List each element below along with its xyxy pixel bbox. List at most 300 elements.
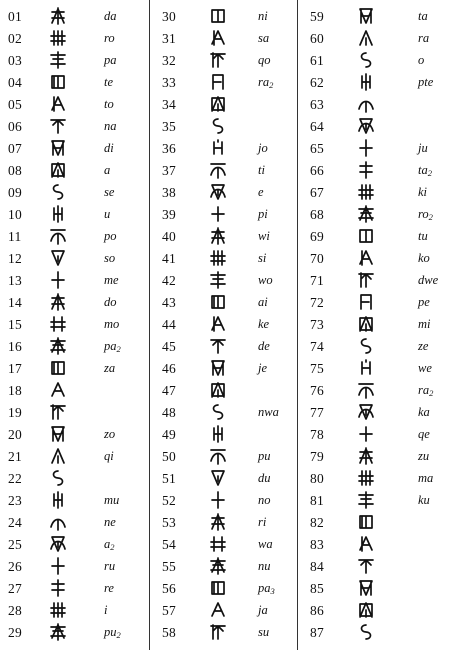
phonetic-value <box>104 229 117 244</box>
linear-b-49-glyph <box>208 424 228 444</box>
syllabary-row <box>150 467 298 489</box>
linear-b-42-glyph <box>208 270 228 290</box>
linear-b-62-glyph <box>356 72 376 92</box>
linear-b-78-glyph <box>356 424 376 444</box>
phonetic-value-text: we <box>418 361 432 375</box>
phonetic-value <box>104 75 113 90</box>
phonetic-value <box>258 581 275 596</box>
phonetic-value-text: dwe <box>418 273 439 287</box>
phonetic-value-text: ru <box>104 559 116 573</box>
sign-number: 47 <box>162 383 176 398</box>
syllabary-row <box>150 159 298 181</box>
linear-b-19-glyph <box>48 402 68 422</box>
phonetic-value <box>104 163 110 178</box>
linear-b-43-glyph <box>208 292 228 312</box>
linear-b-58-glyph <box>208 622 228 642</box>
syllabary-row <box>150 533 298 555</box>
linear-b-29-glyph <box>48 622 68 642</box>
linear-b-76-glyph <box>356 380 376 400</box>
syllabary-row <box>0 577 148 599</box>
linear-b-69-glyph <box>356 226 376 246</box>
linear-b-50-glyph <box>208 446 228 466</box>
linear-b-25-glyph <box>48 534 68 554</box>
linear-b-17-glyph <box>48 358 68 378</box>
linear-b-30-glyph <box>208 6 228 26</box>
sign-number: 85 <box>310 581 324 596</box>
linear-b-45-glyph <box>208 336 228 356</box>
phonetic-value <box>104 31 115 46</box>
linear-b-26-glyph <box>48 556 68 576</box>
linear-b-61-glyph <box>356 50 376 70</box>
linear-b-43-glyph <box>208 292 228 312</box>
phonetic-value <box>418 185 427 200</box>
linear-b-13-glyph <box>48 270 68 290</box>
linear-b-40-glyph <box>208 226 228 246</box>
linear-b-72-glyph <box>356 292 376 312</box>
phonetic-value-subscript: 2 <box>116 344 121 354</box>
phonetic-value-subscript: 2 <box>116 630 121 640</box>
linear-b-84-glyph <box>356 556 376 576</box>
sign-number: 16 <box>8 339 22 354</box>
phonetic-value <box>104 273 119 288</box>
linear-b-22-glyph <box>48 468 68 488</box>
sign-number: 68 <box>310 207 324 222</box>
phonetic-value <box>418 449 429 464</box>
linear-b-77-glyph <box>356 402 376 422</box>
linear-b-63-glyph <box>356 94 376 114</box>
linear-b-37-glyph <box>208 160 228 180</box>
sign-number: 22 <box>8 471 22 486</box>
linear-b-21-glyph <box>48 446 68 466</box>
syllabary-row <box>298 533 450 555</box>
phonetic-value <box>418 141 428 156</box>
sign-number: 38 <box>162 185 176 200</box>
linear-b-25-glyph <box>48 534 68 554</box>
phonetic-value-text: ai <box>258 295 268 309</box>
linear-b-45-glyph <box>208 336 228 356</box>
phonetic-value <box>258 405 279 420</box>
linear-b-76-glyph <box>356 380 376 400</box>
phonetic-value-text: tu <box>418 229 428 243</box>
linear-b-86-glyph <box>356 600 376 620</box>
sign-number: 49 <box>162 427 176 442</box>
linear-b-34-glyph <box>208 94 228 114</box>
linear-b-24-glyph <box>48 512 68 532</box>
linear-b-68-glyph <box>356 204 376 224</box>
sign-number: 18 <box>8 383 22 398</box>
phonetic-value <box>104 625 121 640</box>
sign-number: 83 <box>310 537 324 552</box>
syllabary-row <box>0 379 148 401</box>
linear-b-39-glyph <box>208 204 228 224</box>
linear-b-50-glyph <box>208 446 228 466</box>
phonetic-value <box>418 405 430 420</box>
syllabary-row <box>0 533 148 555</box>
sign-number: 73 <box>310 317 324 332</box>
syllabary-row <box>298 335 450 357</box>
linear-b-44-glyph <box>208 314 228 334</box>
phonetic-value-text: wo <box>258 273 273 287</box>
syllabary-row <box>150 313 298 335</box>
phonetic-value-text: pa <box>104 53 117 67</box>
syllabary-row <box>298 291 450 313</box>
sign-number: 87 <box>310 625 324 640</box>
phonetic-value <box>258 273 273 288</box>
linear-b-41-glyph <box>208 248 228 268</box>
linear-b-72-glyph <box>356 292 376 312</box>
sign-number: 65 <box>310 141 324 156</box>
linear-b-35-glyph <box>208 116 228 136</box>
phonetic-value-text: u <box>104 207 111 221</box>
linear-b-83-glyph <box>356 534 376 554</box>
phonetic-value <box>258 229 270 244</box>
syllabary-row <box>150 599 298 621</box>
phonetic-value-text: su <box>258 625 270 639</box>
sign-number: 52 <box>162 493 176 508</box>
sign-number: 63 <box>310 97 324 112</box>
syllabary-row <box>298 357 450 379</box>
linear-b-05-glyph <box>48 94 68 114</box>
phonetic-value-subscript: 2 <box>428 212 433 222</box>
phonetic-value-text: mo <box>104 317 120 331</box>
linear-b-67-glyph <box>356 182 376 202</box>
sign-number: 74 <box>310 339 324 354</box>
syllabary-row <box>298 137 450 159</box>
phonetic-value-text: qo <box>258 53 271 67</box>
phonetic-value <box>258 185 264 200</box>
sign-number: 26 <box>8 559 22 574</box>
phonetic-value <box>418 471 433 486</box>
phonetic-value <box>104 515 116 530</box>
linear-b-78-glyph <box>356 424 376 444</box>
phonetic-value <box>258 317 269 332</box>
phonetic-value <box>258 251 266 266</box>
phonetic-value-text: ju <box>418 141 428 155</box>
syllabary-row <box>298 401 450 423</box>
phonetic-value-text: wa <box>258 537 273 551</box>
sign-number: 05 <box>8 97 22 112</box>
syllabary-row <box>298 313 450 335</box>
linear-b-10-glyph <box>48 204 68 224</box>
phonetic-value <box>258 295 268 310</box>
sign-number: 03 <box>8 53 22 68</box>
syllabary-row <box>150 181 298 203</box>
sign-number: 59 <box>310 9 324 24</box>
sign-number: 79 <box>310 449 324 464</box>
sign-number: 60 <box>310 31 324 46</box>
syllabary-row <box>0 401 148 423</box>
syllabary-row <box>150 27 298 49</box>
syllabary-row <box>150 423 298 445</box>
syllabary-row <box>0 159 148 181</box>
phonetic-value-text: sa <box>258 31 270 45</box>
syllabary-row <box>298 577 450 599</box>
phonetic-value <box>104 603 107 618</box>
phonetic-value-subscript: 3 <box>270 586 275 596</box>
sign-number: 15 <box>8 317 22 332</box>
linear-b-73-glyph <box>356 314 376 334</box>
linear-b-20-glyph <box>48 424 68 444</box>
syllabary-row <box>0 71 148 93</box>
sign-number: 72 <box>310 295 324 310</box>
phonetic-value <box>258 163 265 178</box>
linear-b-21-glyph <box>48 446 68 466</box>
sign-number: 17 <box>8 361 22 376</box>
sign-number: 12 <box>8 251 22 266</box>
linear-b-04-glyph <box>48 72 68 92</box>
linear-b-26-glyph <box>48 556 68 576</box>
linear-b-81-glyph <box>356 490 376 510</box>
phonetic-value-text: pu <box>104 625 117 639</box>
sign-number: 66 <box>310 163 324 178</box>
phonetic-value <box>418 273 438 288</box>
sign-number: 55 <box>162 559 176 574</box>
linear-b-85-glyph <box>356 578 376 598</box>
sign-number: 86 <box>310 603 324 618</box>
syllabary-row <box>0 5 148 27</box>
syllabary-row <box>150 115 298 137</box>
linear-b-03-glyph <box>48 50 68 70</box>
phonetic-value-text: mi <box>418 317 431 331</box>
syllabary-row <box>0 555 148 577</box>
phonetic-value <box>258 141 268 156</box>
linear-b-70-glyph <box>356 248 376 268</box>
linear-b-08-glyph <box>48 160 68 180</box>
syllabary-row <box>298 599 450 621</box>
phonetic-value <box>104 427 115 442</box>
phonetic-value-text: qe <box>418 427 430 441</box>
linear-b-32-glyph <box>208 50 228 70</box>
phonetic-value <box>418 75 433 90</box>
phonetic-value-text: si <box>258 251 267 265</box>
column-1 <box>0 0 148 650</box>
syllabary-row <box>0 115 148 137</box>
sign-number: 69 <box>310 229 324 244</box>
linear-b-53-glyph <box>208 512 228 532</box>
linear-b-42-glyph <box>208 270 228 290</box>
sign-number: 06 <box>8 119 22 134</box>
linear-b-62-glyph <box>356 72 376 92</box>
syllabary-row <box>298 181 450 203</box>
syllabary-row <box>0 49 148 71</box>
sign-number: 27 <box>8 581 22 596</box>
sign-number: 41 <box>162 251 176 266</box>
linear-b-75-glyph <box>356 358 376 378</box>
phonetic-value <box>418 9 428 24</box>
linear-b-40-glyph <box>208 226 228 246</box>
linear-b-54-glyph <box>208 534 228 554</box>
sign-number: 39 <box>162 207 176 222</box>
linear-b-56-glyph <box>208 578 228 598</box>
syllabary-row <box>298 423 450 445</box>
linear-b-74-glyph <box>356 336 376 356</box>
phonetic-value-text: ro <box>104 31 115 45</box>
linear-b-47-glyph <box>208 380 228 400</box>
linear-b-02-glyph <box>48 28 68 48</box>
linear-b-59-glyph <box>356 6 376 26</box>
linear-b-51-glyph <box>208 468 228 488</box>
phonetic-value-text: zo <box>104 427 116 441</box>
linear-b-33-glyph <box>208 72 228 92</box>
linear-b-47-glyph <box>208 380 228 400</box>
linear-b-35-glyph <box>208 116 228 136</box>
sign-number: 20 <box>8 427 22 442</box>
phonetic-value-text: ze <box>418 339 429 353</box>
phonetic-value <box>104 339 121 354</box>
phonetic-value-text: pa <box>104 339 117 353</box>
linear-b-36-glyph <box>208 138 228 158</box>
phonetic-value-text: po <box>104 229 117 243</box>
syllabary-row <box>0 247 148 269</box>
syllabary-row <box>0 181 148 203</box>
phonetic-value <box>258 449 271 464</box>
linear-b-83-glyph <box>356 534 376 554</box>
linear-b-14-glyph <box>48 292 68 312</box>
phonetic-value-text: pte <box>418 75 434 89</box>
syllabary-row <box>150 379 298 401</box>
phonetic-value-text: no <box>258 493 271 507</box>
sign-number: 35 <box>162 119 176 134</box>
linear-b-64-glyph <box>356 116 376 136</box>
sign-number: 19 <box>8 405 22 420</box>
phonetic-value <box>418 427 430 442</box>
linear-b-56-glyph <box>208 578 228 598</box>
linear-b-64-glyph <box>356 116 376 136</box>
phonetic-value-text: ki <box>418 185 428 199</box>
sign-number: 56 <box>162 581 176 596</box>
linear-b-23-glyph <box>48 490 68 510</box>
phonetic-value <box>418 53 424 68</box>
sign-number: 82 <box>310 515 324 530</box>
phonetic-value-text: te <box>104 75 114 89</box>
phonetic-value-text: za <box>104 361 116 375</box>
linear-b-28-glyph <box>48 600 68 620</box>
syllabary-row <box>150 71 298 93</box>
syllabary-row <box>0 445 148 467</box>
sign-number: 07 <box>8 141 22 156</box>
sign-number: 50 <box>162 449 176 464</box>
linear-b-09-glyph <box>48 182 68 202</box>
phonetic-value <box>418 361 432 376</box>
linear-b-24-glyph <box>48 512 68 532</box>
phonetic-value-text: pe <box>418 295 430 309</box>
linear-b-31-glyph <box>208 28 228 48</box>
linear-b-01-glyph <box>48 6 68 26</box>
linear-b-69-glyph <box>356 226 376 246</box>
linear-b-16-glyph <box>48 336 68 356</box>
phonetic-value <box>258 361 267 376</box>
linear-b-60-glyph <box>356 28 376 48</box>
linear-b-32-glyph <box>208 50 228 70</box>
phonetic-value-text: da <box>104 9 117 23</box>
phonetic-value-text: ku <box>418 493 430 507</box>
syllabary-row <box>298 511 450 533</box>
phonetic-value-text: ti <box>258 163 265 177</box>
linear-b-39-glyph <box>208 204 228 224</box>
linear-b-49-glyph <box>208 424 228 444</box>
phonetic-value <box>104 317 119 332</box>
linear-b-01-glyph <box>48 6 68 26</box>
linear-b-70-glyph <box>356 248 376 268</box>
phonetic-value <box>418 339 428 354</box>
phonetic-value <box>418 207 433 222</box>
syllabary-row <box>150 357 298 379</box>
linear-b-82-glyph <box>356 512 376 532</box>
linear-b-60-glyph <box>356 28 376 48</box>
phonetic-value <box>418 493 430 508</box>
syllabary-row <box>150 49 298 71</box>
linear-b-15-glyph <box>48 314 68 334</box>
phonetic-value-text: nwa <box>258 405 279 419</box>
phonetic-value-subscript: 2 <box>427 168 432 178</box>
phonetic-value-text: a <box>104 537 111 551</box>
phonetic-value-text: qi <box>104 449 114 463</box>
sign-number: 32 <box>162 53 176 68</box>
linear-b-51-glyph <box>208 468 228 488</box>
linear-b-65-glyph <box>356 138 376 158</box>
phonetic-value <box>104 185 114 200</box>
linear-b-79-glyph <box>356 446 376 466</box>
phonetic-value-text: ni <box>258 9 268 23</box>
syllabary-row <box>298 49 450 71</box>
linear-b-34-glyph <box>208 94 228 114</box>
linear-b-33-glyph <box>208 72 228 92</box>
syllabary-row <box>0 489 148 511</box>
linear-b-07-glyph <box>48 138 68 158</box>
syllabary-row <box>0 511 148 533</box>
phonetic-value-text: mu <box>104 493 120 507</box>
linear-b-17-glyph <box>48 358 68 378</box>
phonetic-value <box>104 9 117 24</box>
phonetic-value <box>258 625 269 640</box>
phonetic-value-text: je <box>258 361 268 375</box>
sign-number: 10 <box>8 207 22 222</box>
phonetic-value <box>418 317 431 332</box>
syllabary-row <box>0 599 148 621</box>
syllabary-row <box>150 445 298 467</box>
linear-b-27-glyph <box>48 578 68 598</box>
syllabary-row <box>298 93 450 115</box>
sign-number: 08 <box>8 163 22 178</box>
sign-number: 48 <box>162 405 176 420</box>
linear-b-18-glyph <box>48 380 68 400</box>
phonetic-value <box>258 515 266 530</box>
syllabary-row <box>298 555 450 577</box>
phonetic-value-text: ra <box>418 383 430 397</box>
phonetic-value <box>418 251 430 266</box>
syllabary-row <box>298 115 450 137</box>
phonetic-value <box>258 537 273 552</box>
linear-b-66-glyph <box>356 160 376 180</box>
linear-b-52-glyph <box>208 490 228 510</box>
linear-b-71-glyph <box>356 270 376 290</box>
phonetic-value <box>104 251 115 266</box>
phonetic-value <box>258 31 269 46</box>
phonetic-value <box>258 603 268 618</box>
phonetic-value <box>258 339 270 354</box>
linear-b-02-glyph <box>48 28 68 48</box>
phonetic-value <box>104 537 115 552</box>
linear-b-59-glyph <box>356 6 376 26</box>
syllabary-row <box>0 423 148 445</box>
syllabary-row <box>298 247 450 269</box>
syllabary-row <box>0 269 148 291</box>
phonetic-value <box>104 53 117 68</box>
phonetic-value-text: jo <box>258 141 268 155</box>
phonetic-value-text: ma <box>418 471 434 485</box>
linear-b-85-glyph <box>356 578 376 598</box>
sign-number: 31 <box>162 31 176 46</box>
